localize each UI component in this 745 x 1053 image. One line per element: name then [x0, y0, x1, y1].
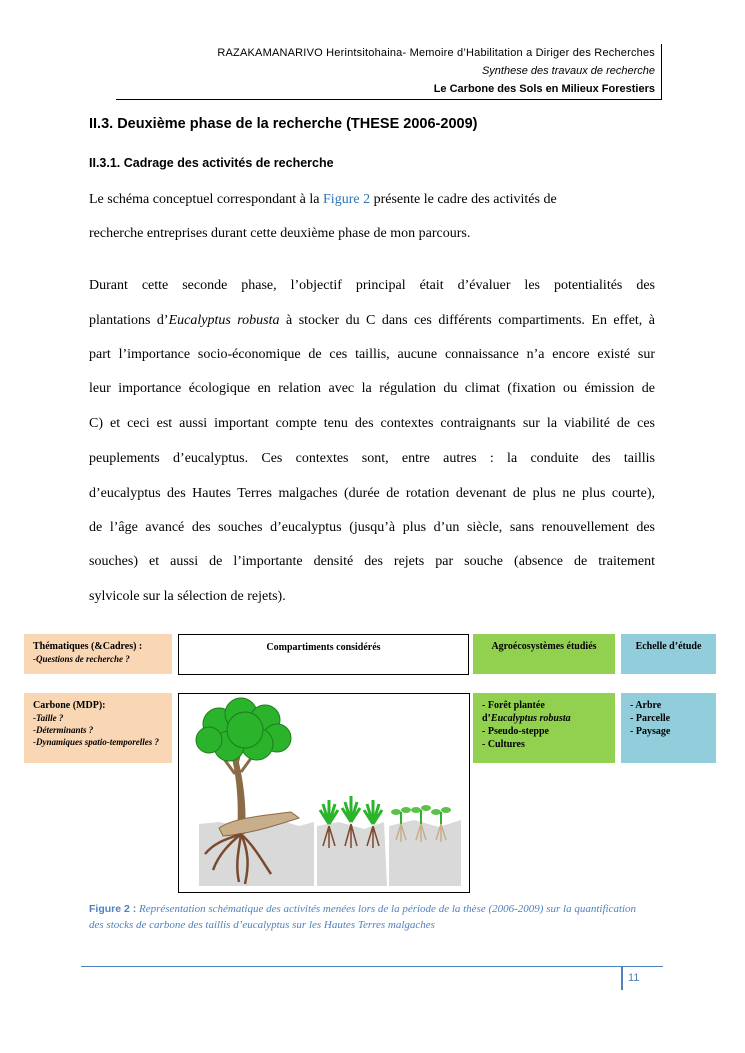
compartiments-illustration [178, 693, 470, 893]
paragraph-1-line-1: Le schéma conceptuel correspondant à la Figure 2 présente le cadre des activités de [89, 192, 557, 207]
carbone-box [24, 693, 172, 763]
echelle-item: - Parcelle [630, 713, 671, 724]
thematiques-box [24, 634, 172, 674]
paragraph-2-line: de l’âge avancé des souches d’eucalyptus (jusqu’à plus d’un siècle, sans renouvellement des [89, 520, 655, 535]
figure-2-link[interactable]: Figure 2 [323, 192, 371, 207]
figure-caption [89, 901, 649, 933]
paragraph-2-line: leur importance écologique en relation avec la régulation du climat (fixation ou émission de [89, 381, 655, 396]
echelle-item: - Arbre [630, 700, 662, 711]
running-header [217, 44, 655, 98]
soil-plant-illustration [179, 694, 469, 892]
carbone-title: Carbone (MDP): [33, 700, 106, 711]
agro-item: - Cultures [482, 739, 525, 750]
header-line-1: RAZAKAMANARIVO Herintsitohaina- Memoire d’Habilitation a Diriger des Recherches [217, 47, 655, 59]
carbone-question: -Taille ? [33, 713, 64, 723]
page-number: 11 [628, 972, 640, 984]
agroecosystemes-list [473, 693, 615, 763]
compartiments-title: Compartiments considérés [266, 642, 381, 653]
thematiques-question: -Questions de recherche ? [33, 654, 130, 664]
steppe-plants [320, 796, 382, 848]
paragraph-2-line: Durant cette seconde phase, l’objectif principal était d’évaluer les potentialités des [89, 278, 655, 293]
paragraph-2-line: part l’importance socio-économique de ces taillis, aucune connaissance n’a encore existé sur [89, 347, 655, 362]
paragraph-2-line: sylvicole sur la sélection de rejets). [89, 589, 286, 604]
agroecosystemes-title: Agroécosystèmes étudiés [491, 641, 597, 652]
header-vertical-rule [661, 44, 662, 100]
header-horizontal-rule [116, 99, 662, 100]
page-number-rule [621, 966, 623, 990]
caption-label: Figure 2 : [89, 903, 137, 915]
echelle-list [621, 693, 716, 763]
caption-text: Représentation schématique des activités menées lors de la période de la thèse (2006-2009) sur la quantification des stocks de carbone des taillis d’eucalyptus sur les Hautes Terres malgaches [89, 903, 637, 931]
carbone-question: -Dynamiques spatio-temporelles ? [33, 737, 159, 747]
species-name: Eucalyptus robusta [168, 313, 280, 328]
agro-item: - Forêt plantée [482, 700, 545, 711]
agroecosystemes-box [473, 634, 615, 674]
paragraph-2-line: plantations d’Eucalyptus robusta à stocker du C dans ces différents compartiments. En effet, à [89, 313, 655, 328]
paragraph-2-line: peuplements d’eucalyptus. Ces contextes sont, entre autres : la conduite des taillis [89, 451, 655, 466]
footer-rule [81, 966, 663, 967]
echelle-box [621, 634, 716, 674]
subsection-title: II.3.1. Cadrage des activités de recherche [89, 156, 334, 170]
echelle-item: - Paysage [630, 726, 671, 737]
paragraph-1-line-2: recherche entreprises durant cette deuxième phase de mon parcours. [89, 226, 471, 241]
thematiques-title: Thématiques (&Cadres) : [33, 641, 143, 652]
paragraph-2-line: C) et ceci est aussi important compte tenu des contextes contraignants sur la viabilité de ces [89, 416, 655, 431]
header-line-2: Synthese des travaux de recherche [481, 65, 655, 77]
header-line-3: Le Carbone des Sols en Milieux Forestiers [433, 83, 655, 95]
agro-item: d’Eucalyptus robusta [482, 713, 571, 724]
echelle-title: Echelle d’étude [635, 641, 702, 652]
paragraph-2-line: souches) et aussi de l’importante densité des rejets par souche (absence de traitement [89, 554, 655, 569]
section-title: II.3. Deuxième phase de la recherche (THESE 2006-2009) [89, 116, 478, 132]
paragraph-2-line: d’eucalyptus des Hautes Terres malgaches (durée de rotation devenant de plus ne plus courte), [89, 486, 655, 501]
agro-item: - Pseudo-steppe [482, 726, 549, 737]
tree-canopy [196, 698, 291, 761]
carbone-question: -Déterminants ? [33, 725, 94, 735]
compartiments-box [178, 634, 469, 675]
